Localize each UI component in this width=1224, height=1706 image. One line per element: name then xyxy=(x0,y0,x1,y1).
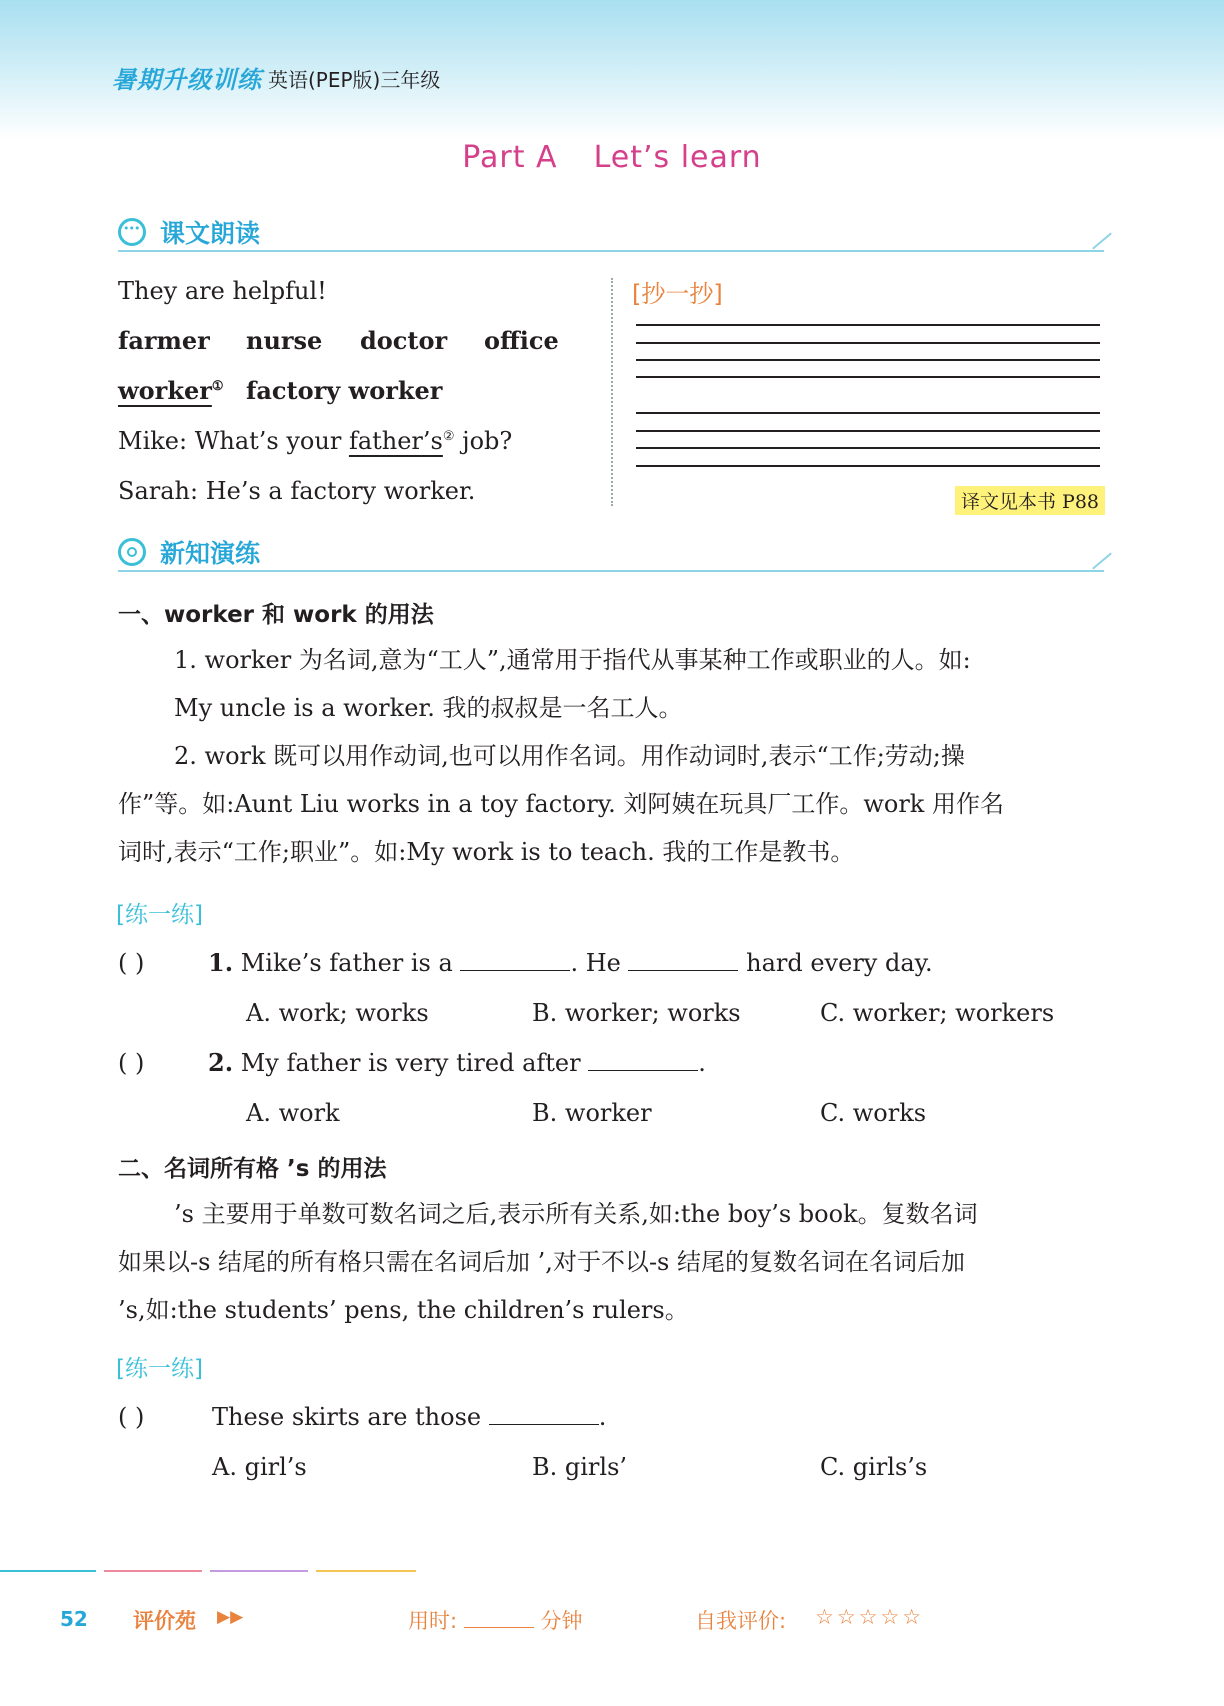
time-label: 用时: xyxy=(408,1609,458,1633)
option-a[interactable]: A. work xyxy=(246,1099,340,1127)
question-1 xyxy=(208,948,933,978)
explanation-line: ’s 主要用于单数可数名词之后,表示所有关系,如:the boy’s book。复数名词 xyxy=(174,1200,978,1228)
section-divider xyxy=(118,250,1104,252)
explanation-line: 2. work 既可以用作动词,也可以用作名词。用作动词时,表示“工作;劳动;操 xyxy=(174,742,965,770)
option-b[interactable]: B. worker xyxy=(532,1099,652,1127)
question-text: . xyxy=(598,1403,607,1431)
mike-line-end: job? xyxy=(454,427,513,455)
option-c[interactable]: C. works xyxy=(820,1099,927,1127)
evaluation-label: 评价苑 xyxy=(133,1609,196,1633)
vocab-farmer: farmer xyxy=(118,326,210,355)
copy-line[interactable] xyxy=(636,324,1100,326)
grammar-explanation-2 xyxy=(118,1190,1108,1334)
target-icon xyxy=(118,538,146,566)
explanation-line: My uncle is a worker. 我的叔叔是一名工人。 xyxy=(174,694,683,722)
column-divider xyxy=(611,278,613,506)
question-text: These skirts are those xyxy=(212,1403,482,1431)
section-read-aloud-header xyxy=(118,212,1104,256)
answer-blank[interactable] xyxy=(588,1050,698,1071)
section-divider xyxy=(118,570,1104,572)
time-blank[interactable] xyxy=(464,1609,534,1628)
copy-line[interactable] xyxy=(636,342,1100,344)
self-evaluation-label: 自我评价: xyxy=(695,1609,787,1633)
explanation-line: 1. worker 为名词,意为“工人”,通常用于指代从事某种工作或职业的人。如: xyxy=(174,646,971,674)
option-b[interactable]: B. girls’ xyxy=(532,1453,628,1481)
answer-paren-q1[interactable]: ( ) xyxy=(118,949,145,977)
answer-blank[interactable] xyxy=(460,950,570,971)
text-line-helpful: They are helpful! xyxy=(118,277,327,305)
footer-rule-blue xyxy=(0,1570,96,1572)
dialogue-sarah: Sarah: He’s a factory worker. xyxy=(118,477,476,505)
question-text: Mike’s father is a xyxy=(240,949,453,977)
option-b[interactable]: B. worker; works xyxy=(532,999,741,1027)
fathers-word: father’s xyxy=(348,427,443,455)
explanation-line: 如果以-s 结尾的所有格只需在名词后加 ’,对于不以-s 结尾的复数名词在名词后加 xyxy=(118,1248,965,1276)
vocab-factory-worker: factory worker xyxy=(246,376,443,405)
option-c[interactable]: C. worker; workers xyxy=(820,999,1055,1027)
vocab-doctor: doctor xyxy=(360,326,448,355)
section-read-aloud-label: 课文朗读 xyxy=(160,219,261,248)
part-label: Part A xyxy=(462,140,558,175)
mike-line-start: Mike: What’s your xyxy=(118,427,349,455)
copy-line[interactable] xyxy=(636,430,1100,432)
book-subject: 英语(PEP版)三年级 xyxy=(268,68,441,92)
grammar-explanation-1 xyxy=(118,636,1108,876)
question-text: hard every day. xyxy=(746,949,933,977)
explanation-line: 作”等。如:Aunt Liu works in a toy factory. 刘阿姨在玩具厂工作。work 用作名 xyxy=(118,790,1004,818)
answer-paren-q2[interactable]: ( ) xyxy=(118,1049,145,1077)
explanation-line: 词时,表示“工作;职业”。如:My work is to teach. 我的工作是教书。 xyxy=(118,838,855,866)
option-c[interactable]: C. girls’s xyxy=(820,1453,928,1481)
speech-bubble-icon xyxy=(118,218,146,246)
time-spent xyxy=(408,1605,582,1635)
answer-blank[interactable] xyxy=(628,950,738,971)
page-title xyxy=(0,140,1224,175)
footer-rule-pink xyxy=(104,1570,202,1572)
footer-rule-yellow xyxy=(316,1570,416,1572)
rating-stars[interactable]: ☆☆☆☆☆ xyxy=(815,1605,925,1629)
section-practice-label: 新知演练 xyxy=(160,539,261,568)
question-text: My father is very tired after xyxy=(240,1049,581,1077)
answer-blank[interactable] xyxy=(489,1404,599,1425)
question-number: 1. xyxy=(208,948,234,977)
explanation-line: ’s,如:the students’ pens, the children’s rulers。 xyxy=(118,1296,689,1324)
question-possessive xyxy=(212,1402,606,1432)
double-arrow-icon: ▶▶ xyxy=(217,1607,244,1627)
translation-reference-badge: 译文见本书 P88 xyxy=(955,486,1105,515)
footnote-marker-1: ① xyxy=(211,379,224,394)
copy-line[interactable] xyxy=(636,447,1100,449)
grammar-heading-possessive: 二、名词所有格 ’s 的用法 xyxy=(118,1156,387,1182)
vocab-worker xyxy=(118,376,224,406)
option-a[interactable]: A. girl’s xyxy=(212,1453,307,1481)
copy-line[interactable] xyxy=(636,412,1100,414)
practice-label: [练一练] xyxy=(116,1356,203,1382)
copy-line[interactable] xyxy=(636,465,1100,467)
footnote-marker-2: ② xyxy=(442,429,455,444)
practice-label: [练一练] xyxy=(116,902,203,928)
time-unit: 分钟 xyxy=(540,1609,583,1633)
answer-paren-q3[interactable]: ( ) xyxy=(118,1403,145,1431)
section-practice-header xyxy=(118,532,1104,576)
footer-rule-purple xyxy=(210,1570,308,1572)
brand-logo: 暑期升级训练 xyxy=(112,66,262,94)
page-number: 52 xyxy=(60,1607,88,1631)
worker-word: worker xyxy=(118,376,212,405)
vocab-nurse: nurse xyxy=(246,326,323,355)
question-2 xyxy=(208,1048,706,1078)
question-text: . xyxy=(698,1049,706,1077)
lesson-name: Let’s learn xyxy=(593,140,762,175)
vocab-office: office xyxy=(484,326,559,355)
copy-line[interactable] xyxy=(636,376,1100,378)
dialogue-mike xyxy=(118,426,512,456)
question-text: . He xyxy=(570,949,621,977)
copy-practice-label: [抄一抄] xyxy=(632,280,723,308)
question-number: 2. xyxy=(208,1048,234,1077)
grammar-heading-worker-work: 一、worker 和 work 的用法 xyxy=(118,602,434,628)
option-a[interactable]: A. work; works xyxy=(246,999,429,1027)
copy-line[interactable] xyxy=(636,359,1100,361)
